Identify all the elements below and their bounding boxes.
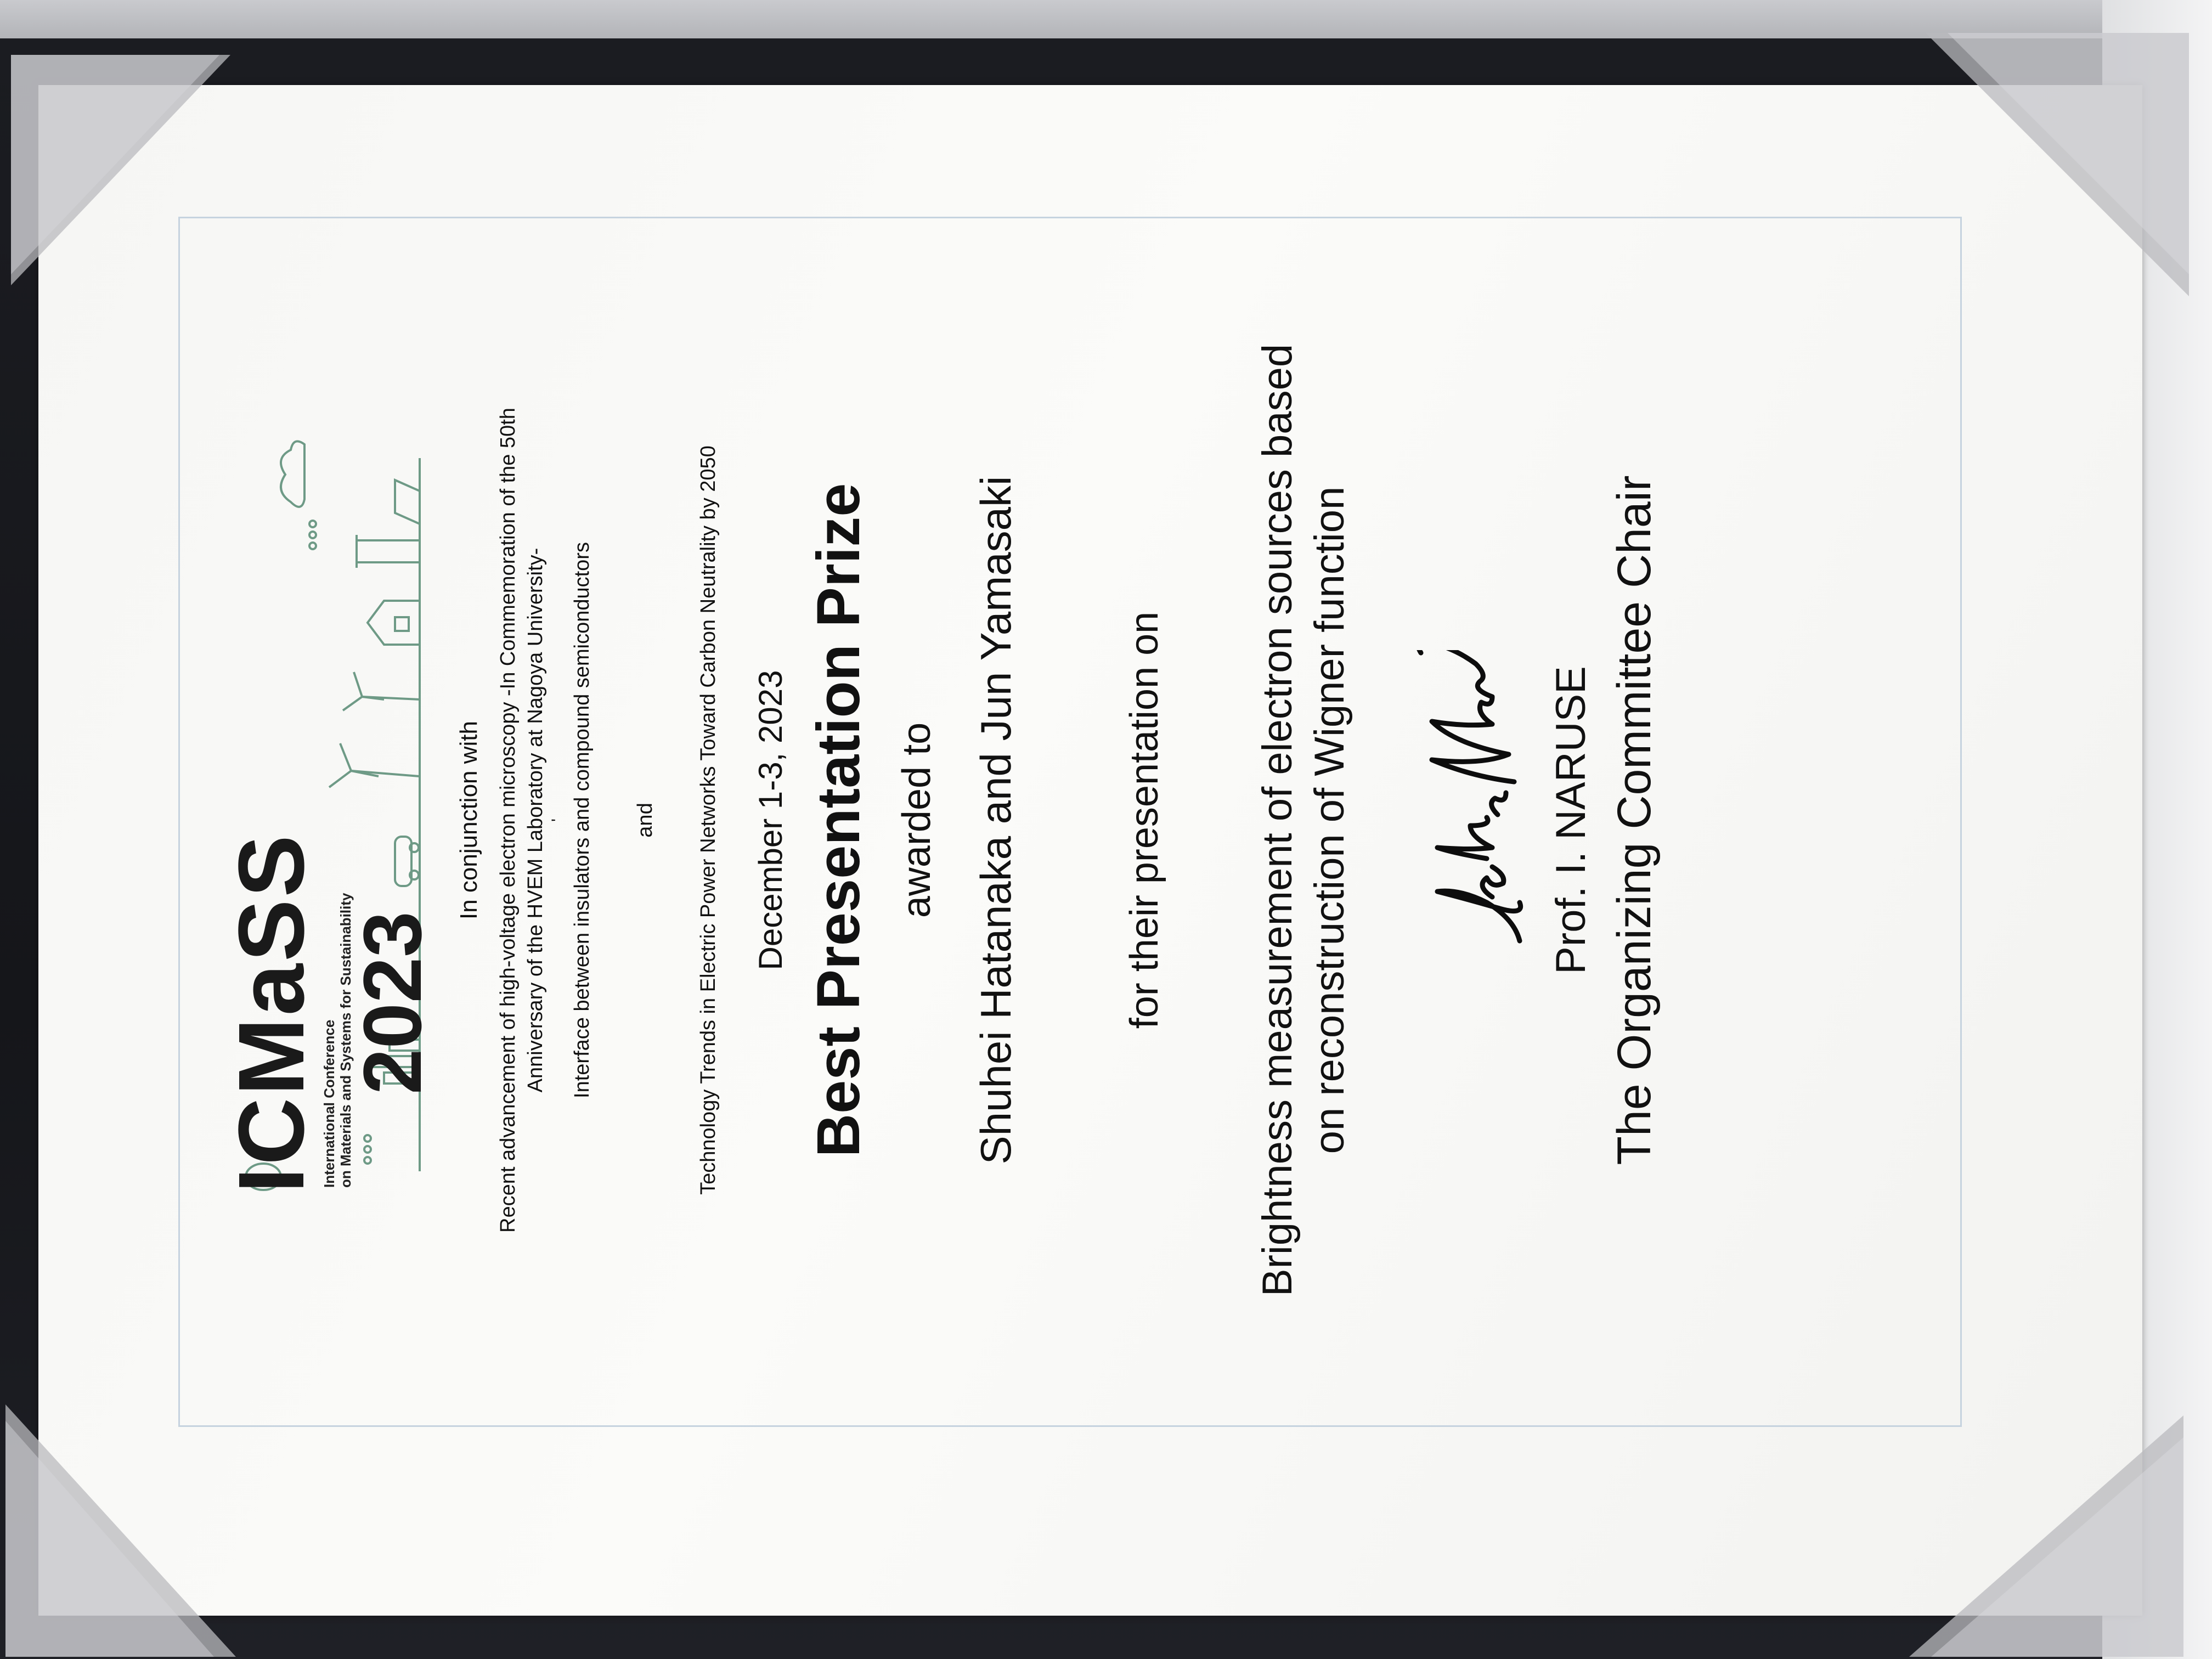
conference-interface-line: Interface between insulators and compound semiconductors xyxy=(571,542,594,1098)
conference-line-2: Anniversary of the HVEM Laboratory at Nagoya University- xyxy=(524,548,547,1093)
conference-line-1: Recent advancement of high-voltage electron microscopy -In Commemoration of the 50th xyxy=(496,408,520,1233)
certificate-content xyxy=(192,228,1948,1413)
logo-subtitle-line-2: on Materials and Systems for Sustainability xyxy=(337,893,354,1188)
handwritten-signature xyxy=(1410,650,1542,957)
logo-year: 2023 xyxy=(346,911,438,1094)
corner-protector-bottom-left xyxy=(5,1404,236,1657)
logo-subtitle-line-1: International Conference xyxy=(321,1019,337,1188)
and-text: and xyxy=(634,803,657,838)
separator-mark: ' xyxy=(549,819,567,822)
desk-surface-top xyxy=(0,0,2212,44)
icmass-logo xyxy=(203,425,438,1193)
corner-protector-bottom-right xyxy=(1909,1415,2183,1657)
signer-role: The Organizing Committee Chair xyxy=(1608,475,1661,1165)
in-conjunction-text: In conjunction with xyxy=(455,721,482,919)
for-presentation-text: for their presentation on xyxy=(1122,611,1166,1029)
conference-technology-line: Technology Trends in Electric Power Networks Toward Carbon Neutrality by 2050 xyxy=(697,445,720,1195)
logo-wordmark: ICMaSS xyxy=(219,833,324,1193)
signer-name: Prof. I. NARUSE xyxy=(1548,666,1594,974)
event-date: December 1-3, 2023 xyxy=(752,670,789,970)
presentation-title-line-2: on reconstruction of Wigner function xyxy=(1306,486,1353,1154)
presentation-title-line-1: Brightness measurement of electron sources based xyxy=(1254,343,1301,1297)
awarded-to-text: awarded to xyxy=(895,722,939,918)
recipient-names: Shuhei Hatanaka and Jun Yamasaki xyxy=(972,476,1020,1165)
prize-title: Best Presentation Prize xyxy=(805,483,872,1158)
corner-protector-top-right xyxy=(1926,33,2189,296)
